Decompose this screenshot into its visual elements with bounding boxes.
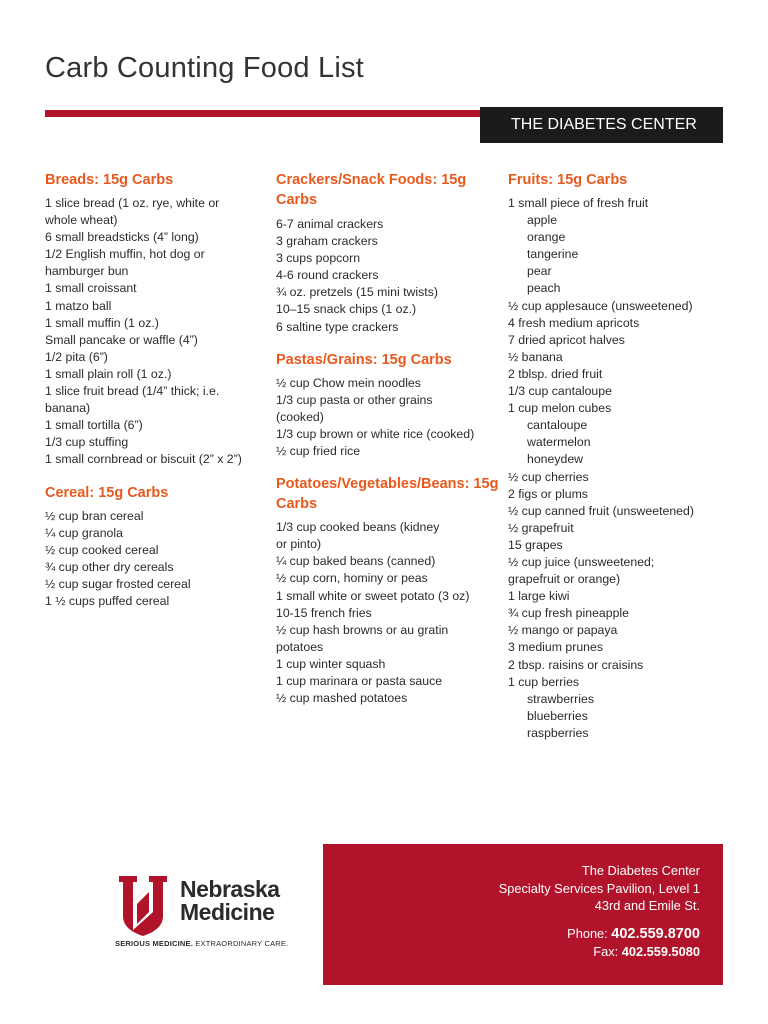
food-item: 1 small muffin (1 oz.) (45, 315, 159, 330)
fax-label: Fax: (593, 944, 622, 959)
section-breads (45, 170, 270, 469)
food-sub-item: blueberries (527, 708, 588, 723)
food-item: 3 graham crackers (276, 234, 378, 249)
food-item: ½ grapefruit (508, 520, 574, 535)
food-item: ½ cup cooked cereal (45, 542, 159, 557)
food-item: potatoes (276, 639, 324, 654)
food-item: 1/3 cup cantaloupe (508, 384, 612, 399)
food-item: 6-7 animal crackers (276, 217, 384, 231)
food-item: 1/3 cup stuffing (45, 435, 129, 450)
food-item: ½ mango or papaya (508, 623, 618, 638)
food-sub-item: orange (527, 230, 566, 245)
contact-line1: The Diabetes Center (581, 863, 700, 878)
food-sub-item: watermelon (527, 435, 591, 450)
food-item: 1/2 English muffin, hot dog or (45, 247, 205, 262)
food-item: ¼ cup granola (45, 525, 123, 540)
section-fruits (508, 170, 733, 742)
food-item: ½ cup corn, hominy or peas (276, 571, 428, 586)
phone-number[interactable]: 402.559.8700 (611, 925, 700, 942)
food-item: ½ cup cherries (508, 469, 589, 484)
food-item: 1 ½ cups puffed cereal (45, 593, 170, 608)
food-item: 1 cup melon cubes (508, 401, 612, 416)
contact-line2: Specialty Services Pavilion, Level 1 (498, 880, 700, 896)
tagline-rest: EXTRAORDINARY CARE. (193, 939, 289, 948)
food-item: whole wheat) (45, 213, 118, 228)
contact-line3: 43rd and Emile St. (594, 898, 700, 913)
food-item: 1 slice bread (1 oz. rye, white or (45, 196, 220, 210)
food-item: 1/3 cup pasta or other grains (276, 392, 433, 407)
food-list (276, 216, 501, 336)
food-item: 4-6 round crackers (276, 268, 379, 283)
food-item: or pinto) (276, 537, 322, 552)
food-item: 1 large kiwi (508, 589, 570, 604)
phone-label: Phone: (567, 925, 612, 941)
nebraska-n-shield-icon (115, 872, 171, 938)
header-rule (45, 110, 480, 117)
tagline-bold: SERIOUS MEDICINE. (115, 939, 193, 948)
food-item: 1 matzo ball (45, 298, 112, 313)
food-list (276, 519, 501, 707)
food-item: 15 grapes (508, 537, 563, 552)
contact-fax (499, 943, 700, 961)
fax-number: 402.559.5080 (621, 944, 700, 959)
section-crackers-snacks (276, 170, 501, 336)
food-item: ¾ cup fresh pineapple (508, 606, 630, 621)
footer-bar (45, 844, 723, 985)
header-banner: THE DIABETES CENTER (480, 107, 723, 143)
food-item: 4 fresh medium apricots (508, 315, 640, 330)
food-list (45, 195, 270, 469)
food-sub-item: strawberries (527, 691, 594, 706)
food-item: 3 cups popcorn (276, 251, 361, 266)
food-item: 10–15 snack chips (1 oz.) (276, 302, 417, 317)
food-item: 1/3 cup cooked beans (kidney (276, 520, 440, 535)
food-item: 1 slice fruit bread (1/4” thick; i.e. (45, 384, 220, 399)
food-sub-item: peach (527, 281, 561, 296)
column-1 (45, 170, 270, 624)
food-item: 1 small tortilla (6”) (45, 418, 143, 433)
food-item: ½ cup fried rice (276, 444, 361, 459)
food-item: ¾ cup other dry cereals (45, 559, 174, 574)
food-item: 1 cup winter squash (276, 656, 386, 671)
food-item: ¼ cup baked beans (canned) (276, 554, 436, 569)
food-item: ½ cup canned fruit (unsweetened) (508, 503, 694, 518)
food-item: Small pancake or waffle (4”) (45, 332, 198, 347)
contact-phone (499, 925, 700, 944)
food-item: 1 small croissant (45, 281, 137, 296)
section-heading: Fruits: 15g Carbs (508, 172, 628, 188)
section-heading: Crackers/Snack Foods: 15g Carbs (276, 172, 467, 208)
food-item: 2 figs or plums (508, 486, 588, 501)
food-sub-item: raspberries (527, 725, 589, 740)
food-item: banana) (45, 401, 91, 416)
contact-block (499, 862, 700, 961)
food-item: ¾ oz. pretzels (15 mini twists) (276, 285, 438, 300)
food-sub-item: pear (527, 264, 552, 279)
food-list (276, 375, 501, 460)
food-item: 2 tblsp. dried fruit (508, 366, 603, 381)
food-sub-item: apple (527, 213, 558, 228)
food-item: 1 small piece of fresh fruit (508, 196, 649, 210)
food-item: ½ cup juice (unsweetened; (508, 554, 655, 569)
logo-tagline (115, 939, 288, 948)
food-item: 2 tbsp. raisins or craisins (508, 657, 644, 672)
food-item: ½ cup bran cereal (45, 508, 144, 523)
section-potatoes-vegetables-beans (276, 474, 501, 707)
food-item: 1 cup marinara or pasta sauce (276, 673, 443, 688)
logo-wordmark (180, 878, 280, 924)
logo-name-line1: Nebraska (180, 876, 280, 902)
food-item: 10-15 french fries (276, 605, 372, 620)
food-item: ½ banana (508, 349, 563, 364)
food-item: grapefruit or orange) (508, 572, 621, 587)
food-item: 1 small white or sweet potato (3 oz) (276, 588, 470, 603)
section-heading: Potatoes/Vegetables/Beans: 15g Carbs (276, 476, 499, 513)
page-title: Carb Counting Food List (45, 52, 364, 84)
food-item: 7 dried apricot halves (508, 332, 625, 347)
column-3 (508, 170, 733, 756)
food-sub-item: tangerine (527, 247, 579, 262)
food-item: (cooked) (276, 409, 324, 424)
food-item: 3 medium prunes (508, 640, 604, 655)
food-item: ½ cup applesauce (unsweetened) (508, 298, 693, 313)
column-2 (276, 170, 501, 721)
food-sub-item: cantaloupe (527, 418, 588, 433)
section-pastas-grains (276, 350, 501, 460)
logo-name-line2: Medicine (180, 899, 275, 925)
food-list (508, 195, 733, 742)
section-heading: Pastas/Grains: 15g Carbs (276, 351, 452, 368)
food-item: ½ cup Chow mein noodles (276, 375, 421, 390)
section-heading: Breads: 15g Carbs (45, 172, 174, 188)
food-sub-item: honeydew (527, 452, 584, 467)
food-item: 1 small plain roll (1 oz.) (45, 366, 172, 381)
food-item: 1/3 cup brown or white rice (cooked) (276, 426, 475, 441)
section-cereal (45, 483, 270, 611)
food-item: ½ cup sugar frosted cereal (45, 576, 191, 591)
food-item: 6 saltine type crackers (276, 319, 399, 334)
food-item: 1 small cornbread or biscuit (2” x 2”) (45, 452, 242, 467)
section-heading: Cereal: 15g Carbs (45, 484, 169, 501)
food-item: hamburger bun (45, 264, 129, 279)
food-item: ½ cup mashed potatoes (276, 691, 408, 706)
food-item: 6 small breadsticks (4” long) (45, 230, 199, 245)
food-item: ½ cup hash browns or au gratin (276, 622, 449, 637)
food-list (45, 508, 270, 611)
food-item: 1 cup berries (508, 674, 580, 689)
logo-panel (45, 844, 323, 985)
food-item: 1/2 pita (6”) (45, 349, 108, 364)
